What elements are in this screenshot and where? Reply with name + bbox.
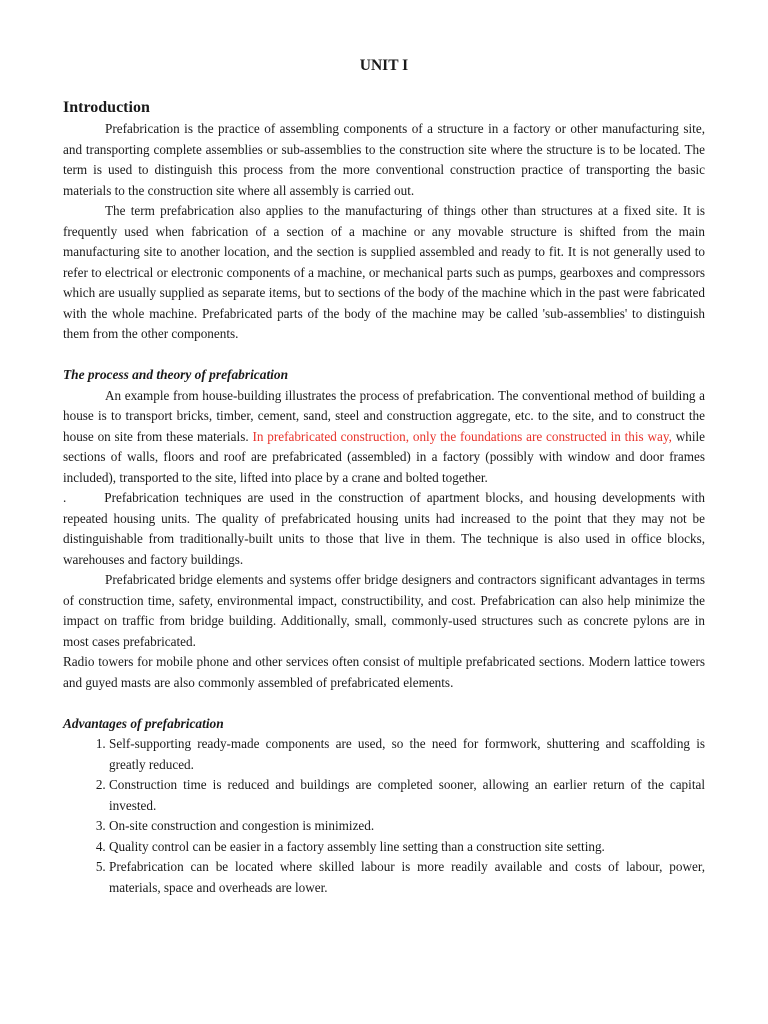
process-paragraph-2: [63, 488, 705, 570]
process-paragraph-1: [63, 386, 705, 489]
process-p2-dot: .: [63, 490, 67, 505]
process-heading: The process and theory of prefabrication: [63, 367, 289, 382]
process-p2-text: Prefabrication techniques are used in the construction of apartment blocks, and housing developments with repeated housing units. The quality of prefabricated housing units had increased to the point that they may not be distinguishable from traditionally-built units to those that live in them. The technique is also used in office blocks, warehouses and factory buildings.: [63, 490, 705, 567]
introduction-heading: Introduction: [63, 99, 150, 116]
page-title: UNIT I: [359, 57, 409, 74]
advantages-heading: Advantages of prefabrication: [63, 715, 224, 731]
list-item: 4. Quality control can be easier in a factory assembly line setting than a construction site setting.: [109, 837, 705, 858]
list-item: 2. Construction time is reduced and buildings are completed sooner, allowing an earlier return of the capital invested.: [109, 775, 705, 816]
list-item: 1. Self-supporting ready-made components are used, so the need for formwork, shuttering and scaffolding is greatly reduced.: [109, 734, 705, 775]
section-spacer: [63, 345, 705, 366]
list-item: 3. On-site construction and congestion is minimized.: [109, 816, 705, 837]
process-paragraph-3: Prefabricated bridge elements and systems offer bridge designers and contractors significant advantages in terms of construction time, safety, environmental impact, constructibility, and cost. Prefabrication can also help minimize the impact on traffic from bridge building. Additionally, small, commonly-used structures such as concrete pylons are in most cases prefabricated.: [63, 572, 705, 649]
process-p1-start: An example from house-building illustrates the process of prefabrication. The conventional method of building a house is to transport bricks, timber, cement, sand, steel and construction aggregate, etc. to the site, and to construct the house on site from these materials.: [63, 387, 705, 444]
section-spacer: [63, 693, 705, 714]
intro-paragraph-2: The term prefabrication also applies to the manufacturing of things other than structures at a fixed site. It is frequently used when fabrication of a section of a machine or any movable structure is shifted from the main manufacturing site to another location, and the section is supplied assembled and ready to fit. It is not generally used to refer to electrical or electronic components of a machine, or mechanical parts such as pumps, gearboxes and compressors which are usually supplied as separate items, but to sections of the body of the machine which in the past were fabricated with the whole machine. Prefabricated parts of the body of the machine may be called 'sub-assemblies' to distinguish them from the other components.: [63, 203, 705, 341]
intro-paragraph-1: Prefabrication is the practice of assembling components of a structure in a factory or other manufacturing site, and transporting complete assemblies or sub-assemblies to the construction site where the structure is to be located. The term is used to distinguish this process from the more conventional construction practice of transporting the basic materials to the construction site where all assembly is carried out.: [63, 121, 705, 198]
process-p1-highlight: In prefabricated construction, only the foundations are constructed in this way,: [252, 428, 672, 444]
process-p1-end: while sections of walls, floors and roof are prefabricated (assembled) in a factory (possibly with window and door frames included), transported to the site, lifted into place by a crane and bolted together.: [63, 428, 706, 485]
list-item: 5. Prefabrication can be located where skilled labour is more readily available and costs of labour, power, materials, space and overheads are lower.: [109, 857, 705, 898]
process-paragraph-4: Radio towers for mobile phone and other services often consist of multiple prefabricated sections. Modern lattice towers and guyed masts are also commonly assembled of prefabricated elements.: [63, 654, 705, 690]
advantages-list: [63, 734, 705, 898]
